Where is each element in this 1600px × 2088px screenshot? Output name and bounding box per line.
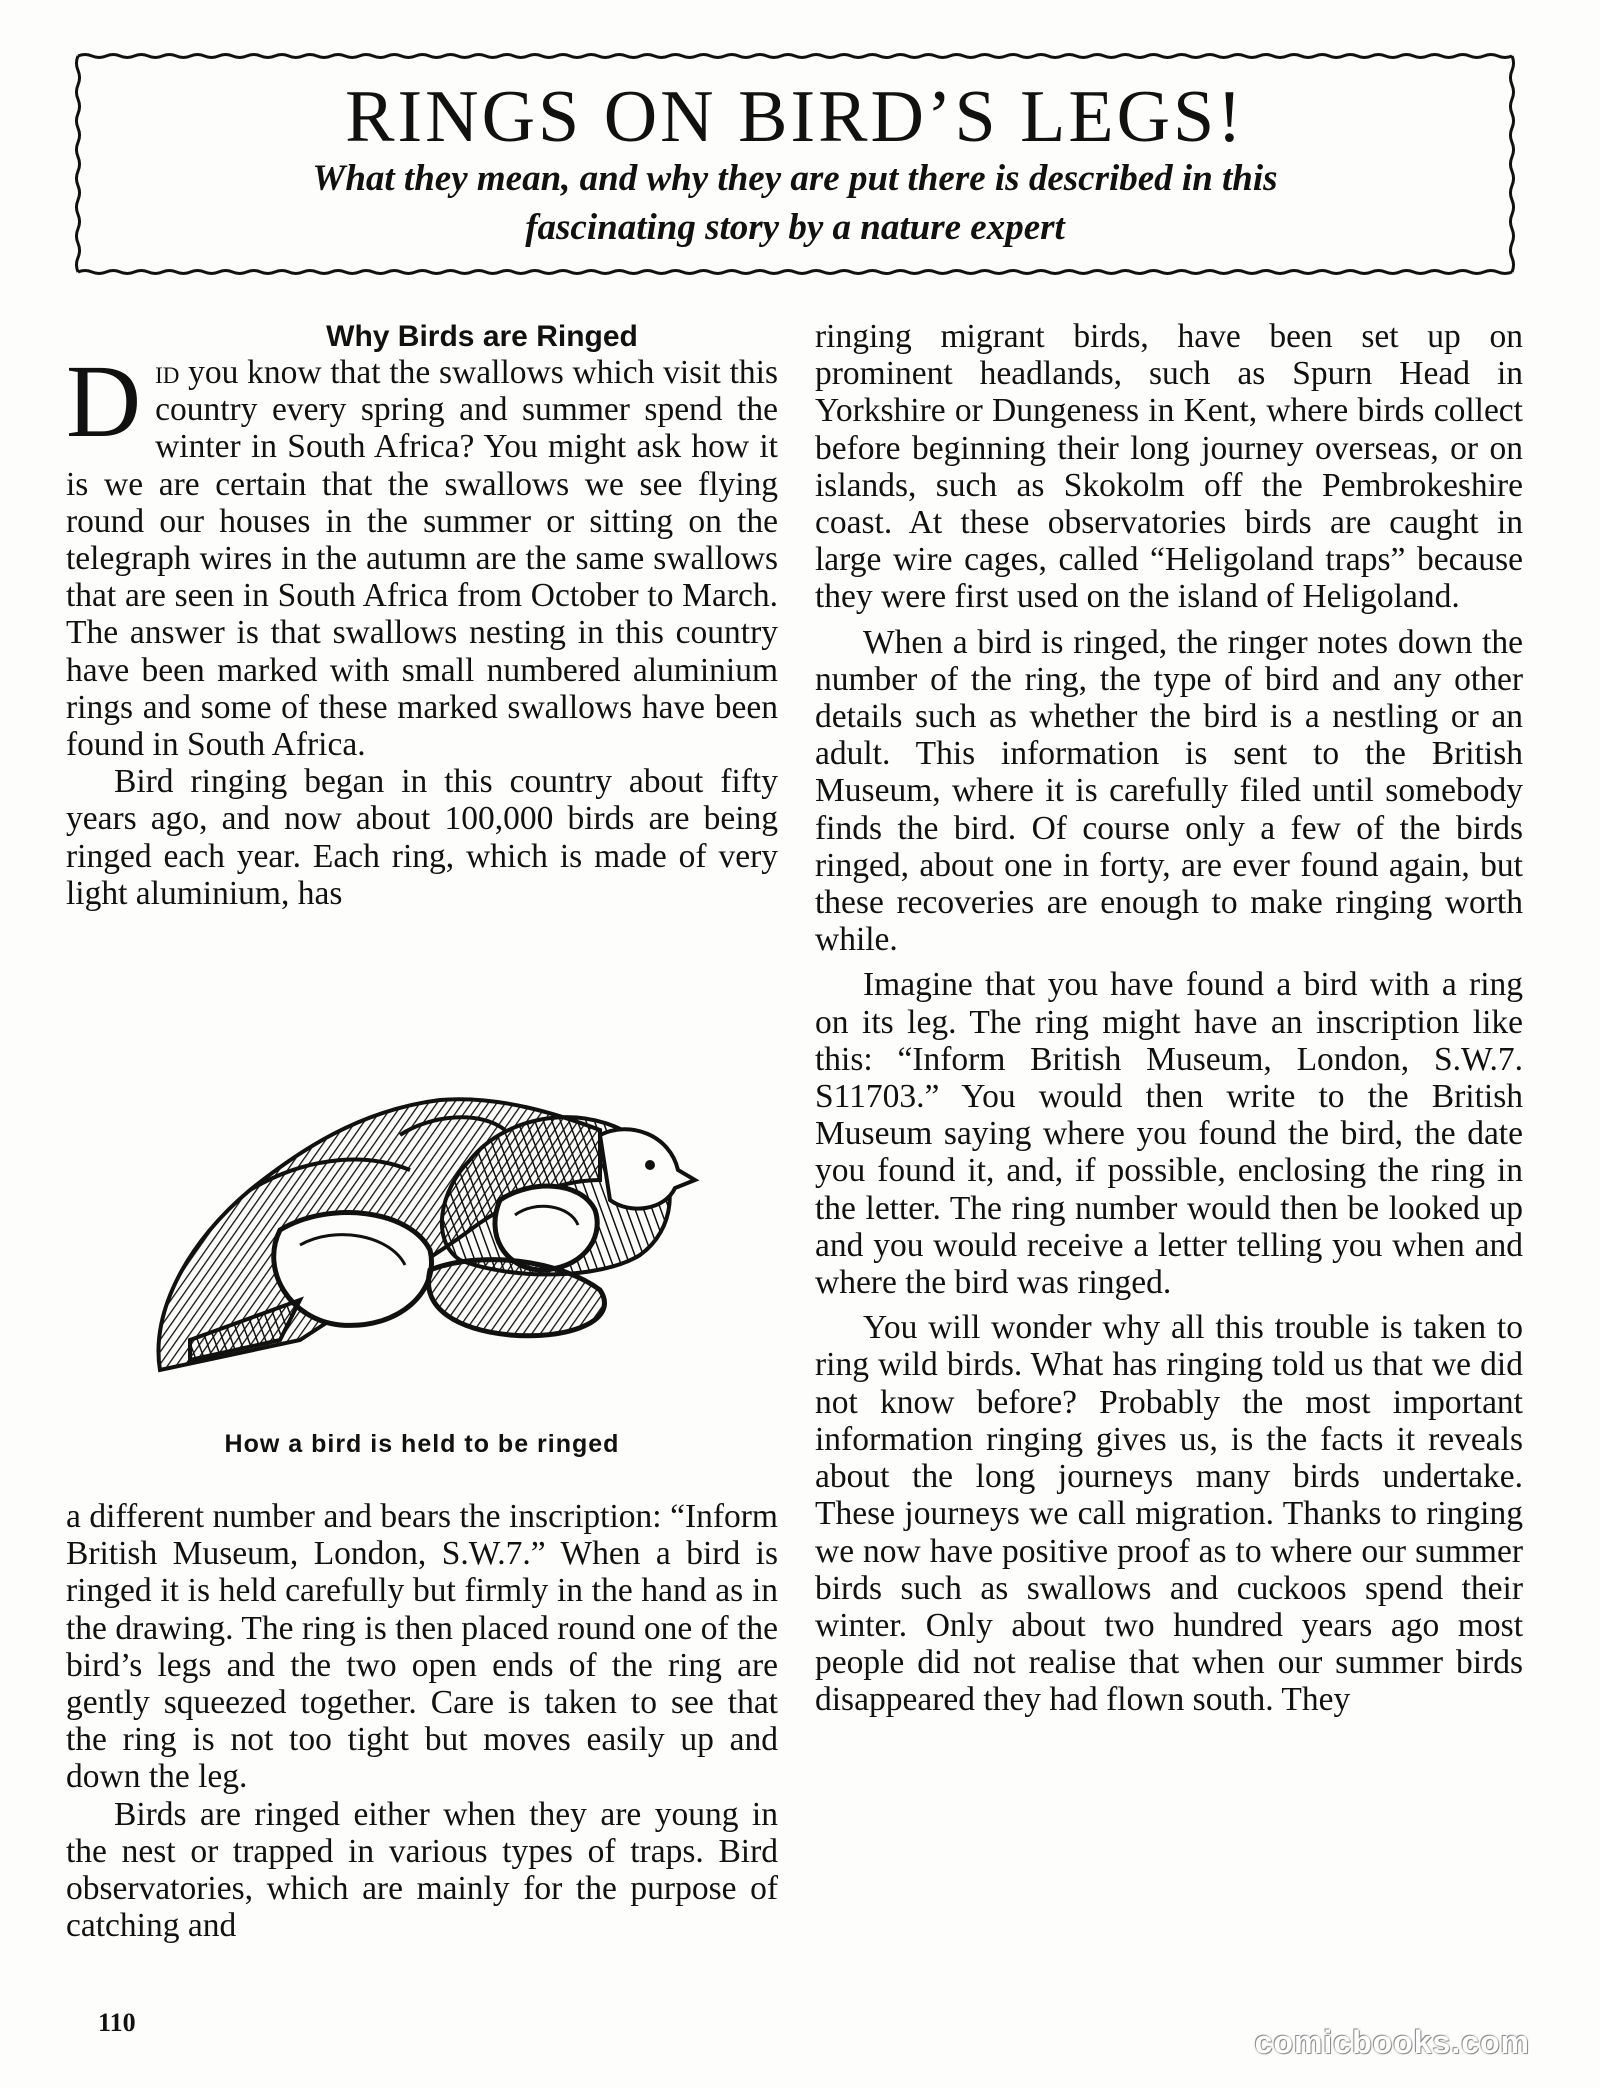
bird-in-hand-illustration: [130, 1040, 750, 1375]
paragraph-1-text: you know that the swallows which visit this country every spring and summer spend the winter in South Africa? You might ask how it is we are certain that the swallows we see flying round our houses in the summer or sitting on the telegraph wires in the autumn are the same swallows that are seen in South Africa from October to March. The answer is that swallows nesting in this country have been marked with small numbered aluminium rings and some of these marked swallows have been found in South Africa.: [66, 354, 778, 764]
paragraph-1: [66, 344, 778, 764]
right-paragraph-4: You will wonder why all this trouble is taken to ring wild birds. What has ringing told us that we did not know before? Probably the most important information ringing gives us, is the facts it reveals about the long journeys many birds undertake. These journeys we call migration. Thanks to ringing we now have positive proof as to where our summer birds such as swallows and cuckoos spend their winter. Only about two hundred years ago most people did not realise that when our summer birds disappeared they had flown south. They: [815, 1309, 1523, 1719]
right-paragraph-2: When a bird is ringed, the ringer notes down the number of the ring, the type of bird and any other details such as whether the bird is a nestling or an adult. This information is sent to the British Museum, where it is carefully filed until somebody finds the bird. Of course only a few of the birds ringed, about one in forty, are ever found again, but these recoveries are enough to make ringing worth while.: [815, 623, 1523, 959]
left-column-top: [66, 318, 778, 912]
figure-caption: How a bird is held to be ringed: [224, 1430, 620, 1458]
title-box: [72, 50, 1518, 278]
watermark: comicbooks.com: [1254, 2024, 1530, 2060]
right-column: [815, 318, 1523, 1719]
right-paragraph-1: ringing migrant birds, have been set up on prominent headlands, such as Spurn Head in Yorkshire or Dungeness in Kent, where birds collect before beginning their long journey overseas, or on islands, such as Skokolm off the Pembrokeshire coast. At these observatories birds are caught in large wire cages, called “Heligoland traps” because they were first used on the island of Heligoland.: [815, 318, 1523, 616]
drop-cap-continuation: id: [155, 354, 180, 391]
page-subtitle: [132, 154, 1458, 252]
section-heading: Why Birds are Ringed: [326, 320, 638, 353]
paragraph-2: Bird ringing began in this country about fifty years ago, and now about 100,000 birds are being ringed each year. Each ring, which is made of very light aluminium, has: [66, 763, 778, 912]
drop-cap: D: [66, 344, 142, 459]
paragraph-3: a different number and bears the inscription: “Inform British Museum, London, S.W.7.” When a bird is ringed it is held carefully but firmly in the hand as in the drawing. The ring is then placed round one of the bird’s legs and the two open ends of the ring are gently squeezed together. Care is taken to see that the ring is not too tight but moves easily up and down the leg.: [66, 1498, 778, 1796]
subtitle-line-2: fascinating story by a nature expert: [525, 207, 1065, 248]
left-column-bottom: [66, 1498, 778, 1944]
page-title: RINGS ON BIRD’S LEGS!: [345, 76, 1245, 158]
page-number: 110: [98, 2008, 136, 2037]
paragraph-4: Birds are ringed either when they are young in the nest or trapped in various types of traps. Bird observatories, which are mainly for the purpose of catching and: [66, 1795, 778, 1945]
right-paragraph-3: Imagine that you have found a bird with a ring on its leg. The ring might have an inscription like this: “Inform British Museum, London, S.W.7. S11703.” You would then write to the British Museum saying where you found the bird, the date you found it, and, if possible, enclosing the ring in the letter. The ring number would then be looked up and you would receive a letter telling you when and where the bird was ringed.: [815, 966, 1523, 1302]
subtitle-line-1: What they mean, and why they are put there is described in this: [312, 158, 1278, 199]
